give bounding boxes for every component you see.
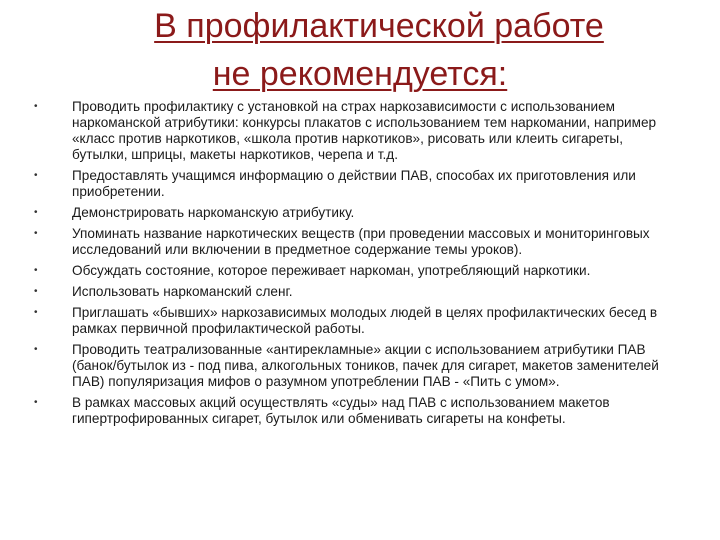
bullet-dot-icon: • bbox=[34, 286, 38, 297]
bullet-text: Проводить театрализованные «антирекламные» акции с использованием атрибутики ПАВ (банок/бутылок из - под пива, алкогольных тоников, пачек для сигарет, макетов заменителей ПАВ) популяризация мифов о разумном употреблении ПАВ - «Пить с умом». bbox=[72, 342, 659, 389]
title-line-1: В профилактической работе bbox=[154, 7, 604, 45]
bullet-dot-icon: • bbox=[34, 207, 38, 218]
bullet-item bbox=[30, 99, 680, 163]
slide-title bbox=[0, 0, 720, 96]
bullet-text: Проводить профилактику с установкой на страх наркозависимости с использованием наркоманской атрибутики: конкурсы плакатов с использованием тем наркомании, например «класс против наркотиков, «школа против наркотиков», рисовать или клеить сигареты, бутылки, шприцы, макеты наркотиков, черепа и т.д. bbox=[72, 99, 657, 162]
bullet-text: Упоминать название наркотических веществ (при проведении массовых и мониторинговых исследований или включении в предметное содержание темы уроков). bbox=[72, 226, 650, 257]
bullet-text: В рамках массовых акций осуществлять «суды» над ПАВ с использованием макетов гипертрофированных сигарет, бутылок или обменивать сигареты на конфеты. bbox=[72, 395, 610, 426]
bullet-item bbox=[30, 205, 680, 221]
bullet-text: Демонстрировать наркоманскую атрибутику. bbox=[72, 205, 355, 220]
bullet-text: Приглашать «бывших» наркозависимых молодых людей в целях профилактических бесед в рамках первичной профилактической работы. bbox=[72, 305, 658, 336]
bullet-list bbox=[30, 99, 680, 432]
bullet-dot-icon: • bbox=[34, 170, 38, 181]
bullet-item bbox=[30, 226, 680, 258]
bullet-dot-icon: • bbox=[34, 397, 38, 408]
bullet-dot-icon: • bbox=[34, 101, 38, 112]
bullet-text: Предоставлять учащимся информацию о действии ПАВ, способах их приготовления или приобретении. bbox=[72, 168, 636, 199]
title-line-2: не рекомендуется: bbox=[212, 55, 508, 93]
bullet-dot-icon: • bbox=[34, 228, 38, 239]
bullet-dot-icon: • bbox=[34, 307, 38, 318]
bullet-item bbox=[30, 168, 680, 200]
bullet-dot-icon: • bbox=[34, 344, 38, 355]
bullet-item bbox=[30, 305, 680, 337]
bullet-text: Обсуждать состояние, которое переживает наркоман, употребляющий наркотики. bbox=[72, 263, 591, 278]
bullet-item bbox=[30, 284, 680, 300]
bullet-item bbox=[30, 342, 680, 390]
bullet-dot-icon: • bbox=[34, 265, 38, 276]
bullet-item bbox=[30, 395, 680, 427]
bullet-text: Использовать наркоманский сленг. bbox=[72, 284, 293, 299]
bullet-item bbox=[30, 263, 680, 279]
